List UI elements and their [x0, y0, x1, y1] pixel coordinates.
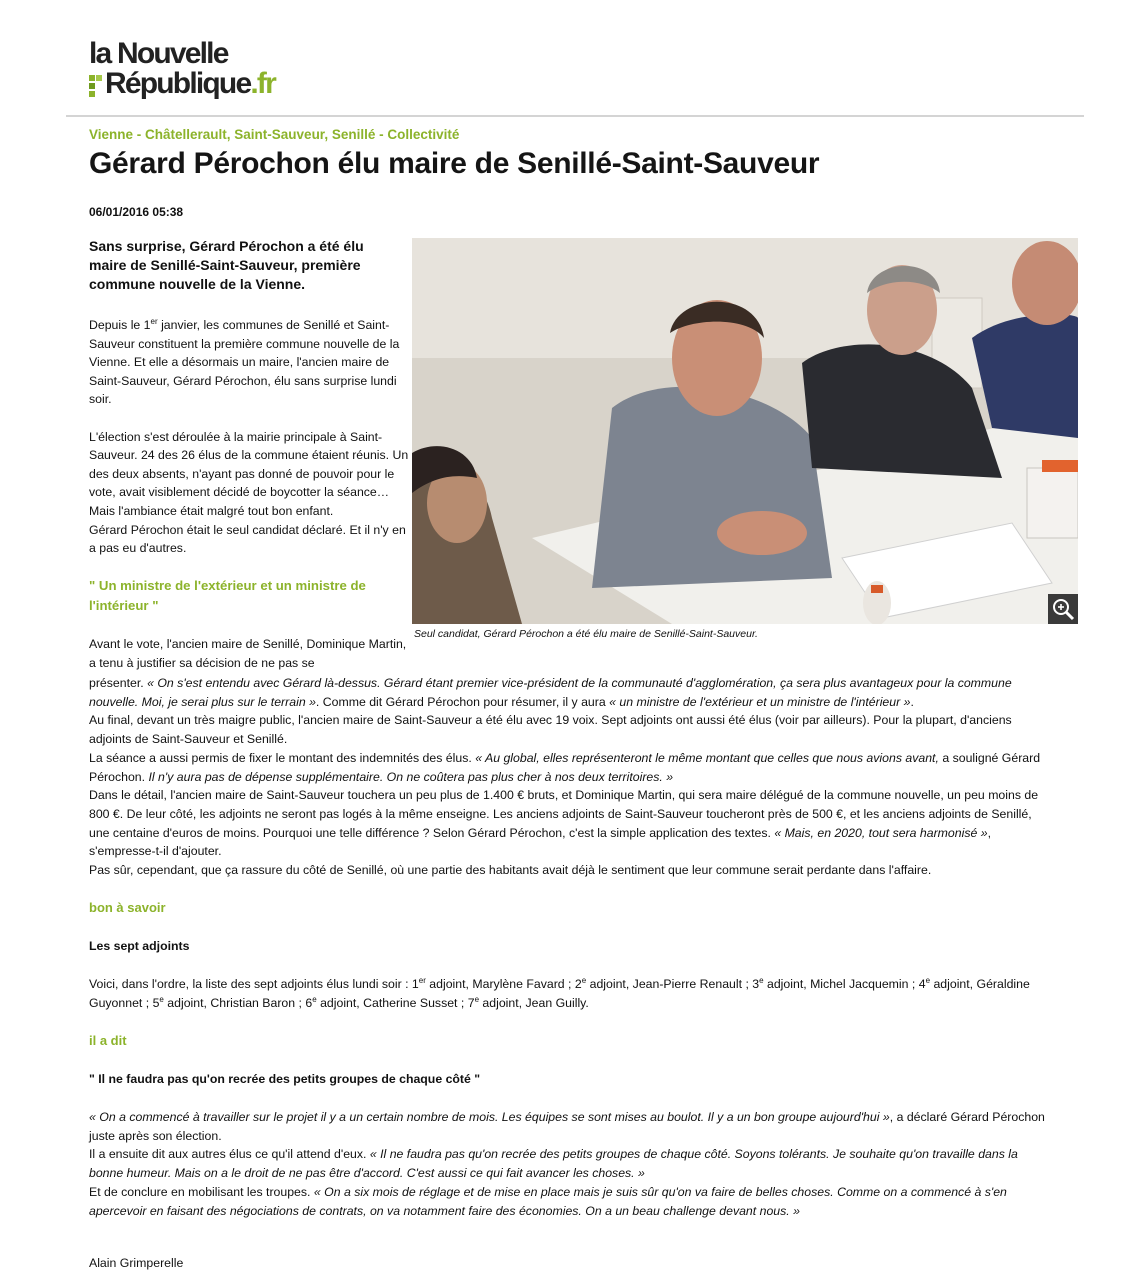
p3-text-a: présenter. [89, 676, 148, 690]
logo-suffix: .fr [250, 67, 275, 100]
box1-sup1: er [418, 975, 426, 985]
logo-line-1: la Nouvelle [89, 37, 228, 70]
box2-line-3 [89, 1183, 1049, 1220]
p6-text-b: , s'empresse-t-il d'ajouter. [89, 825, 992, 859]
box2-text-3: Et de conclure en mobilisant les troupes. [89, 1184, 314, 1199]
article-lead: Sans surprise, Gérard Pérochon a été élu maire de Senillé-Saint-Sauveur, première commune nouvelle de la Vienne. [89, 238, 364, 292]
box2-text-1: , a déclaré Gérard Pérochon juste après son élection. [89, 1110, 1045, 1143]
zoom-icon[interactable] [1048, 594, 1078, 624]
box1-sup6: e [312, 994, 317, 1004]
p6-text-a: Dans le détail, l'ancien maire de Saint-Sauveur touchera un peu plus de 1.400 € bruts, et Dominique Martin, qui sera maire délégué de la commune nouvelle, un peu moins de 800 €. De leur côté, les adjoints ne seront pas logés à la même enseigne. Les anciens adjoints de Saint-Sauveur toucheront près de 500 €, et les anciens adjoints de Senillé, une centaine d'euros de moins. Pourquoi une telle différence ? Selon Gérard Pérochon, c'est la simple application des textes. [89, 788, 1039, 840]
box1-sup5: e [159, 994, 164, 1004]
article-author: Alain Grimperelle [89, 1256, 184, 1270]
box1-t0: Voici, dans l'ordre, la liste des sept adjoints élus lundi soir : 1 [89, 977, 419, 991]
box1-text [89, 975, 1049, 1012]
paragraph-6 [89, 786, 1049, 861]
paragraph-2-line-2: Mais l'ambiance était malgré tout bon enfant. [89, 503, 334, 518]
photo-caption: Seul candidat, Gérard Pérochon a été élu maire de Senillé-Saint-Sauveur. [414, 628, 758, 640]
paragraph-1 [89, 316, 411, 409]
paragraph-5 [89, 749, 1049, 786]
logo-line-2 [105, 68, 275, 100]
box2-line-1 [89, 1108, 1049, 1145]
box2-line-2 [89, 1145, 1049, 1182]
p5-text-b: a souligné Gérard Pérochon. [89, 750, 1041, 784]
paragraph-4: Au final, devant un très maigre public, l'ancien maire de Saint-Sauveur a été élu avec 19 voix. Sept adjoints ont aussi été élus (voir par ailleurs). Pour la plupart, d'anciens adjoints de Saint-Sauveur et Senillé. [89, 713, 1012, 747]
p3-text-b: . Comme dit Gérard Pérochon pour résumer, il y aura [315, 694, 610, 709]
article-left-column [89, 316, 411, 672]
p3-quote-2: « un ministre de l'extérieur et un ministre de l'intérieur » [609, 694, 911, 709]
p1-text-a: Depuis le 1 [89, 318, 151, 332]
p3-quote-1: « On s'est entendu avec Gérard là-dessus. Gérard étant premier vice-président de la communauté d'agglomération, ça sera plus avantageux pour la commune nouvelle. Moi, je serai plus sur le terrain » [89, 676, 1012, 709]
logo-mark-icon [89, 71, 103, 99]
p5-quote-1: « Au global, elles représenteront le même montant que celles que nous avions avant, [475, 750, 939, 765]
box1-sup4: e [925, 975, 931, 985]
box1-title: Les sept adjoints [89, 939, 190, 953]
paragraph-3-continued [89, 674, 1049, 711]
box1-sup2: e [581, 975, 587, 985]
box1-paragraph [89, 975, 1049, 1012]
box2-text [89, 1108, 1049, 1220]
article-photo[interactable] [412, 238, 1078, 624]
photo-illustration [412, 238, 1078, 624]
box2-quote-1: « On a commencé à travailler sur le projet il y a un certain nombre de mois. Les équipes se sont mises au boulot. Il y a un bon groupe aujourd'hui » [89, 1110, 890, 1124]
box1-t2: adjoint, Jean-Pierre Renault ; 3 [586, 977, 760, 991]
p5-quote-2: Il n'y aura pas de dépense supplémentaire. On ne coûtera pas plus cher à nos deux territoires. » [148, 769, 674, 784]
box1-t7: adjoint, Jean Guilly. [479, 995, 589, 1010]
box2-quote-3: « On a six mois de réglage et de mise en place mais je suis sûr qu'on va faire de belles choses. Comme on a commencé à s'en apercevoir en faisant des négociations de contrats, on va notamment faire des économies. On a un beau challenge devant nous. » [89, 1184, 1007, 1218]
article-category[interactable]: Vienne - Châtellerault, Saint-Sauveur, Senillé - Collectivité [89, 127, 460, 142]
box1-t1: adjoint, Marylène Favard ; 2 [425, 977, 582, 991]
article-subheading: " Un ministre de l'extérieur et un ministre de l'intérieur " [89, 578, 366, 614]
p1-text-b: janvier, les communes de Senillé et Saint-Sauveur constituent la première commune nouvelle de la Vienne. Et elle a désormais un maire, l'ancien maire de Saint-Sauveur, Gérard Pérochon, élu sans surprise lundi soir. [89, 318, 400, 407]
p5-text-a: La séance a aussi permis de fixer le montant des indemnités des élus. [89, 750, 476, 765]
site-logo[interactable] [89, 38, 329, 102]
paragraph-3-start: Avant le vote, l'ancien maire de Senillé, Dominique Martin, a tenu à justifier sa décision de ne pas se [89, 636, 407, 670]
section-heading-he-said: il a dit [89, 1033, 127, 1048]
box1-t3: adjoint, Michel Jacquemin ; 4 [763, 977, 926, 991]
p6-quote: « Mais, en 2020, tout sera harmonisé » [774, 825, 988, 840]
p3-text-c: . [910, 694, 914, 709]
article-date: 06/01/2016 05:38 [89, 205, 184, 219]
paragraph-2-line-3: Gérard Pérochon était le seul candidat déclaré. Et il n'y en a pas eu d'autres. [89, 522, 406, 556]
article-body [89, 674, 1049, 880]
paragraph-2-line-1: L'élection s'est déroulée à la mairie principale à Saint-Sauveur. 24 des 26 élus de la commune étaient réunis. Un des deux absents, n'ayant pas donné de pouvoir pour le vote, avait visiblement décidé de boycotter la séance… [89, 429, 409, 500]
box1-sup7: e [474, 994, 480, 1004]
header-divider [66, 115, 1084, 117]
box1-sup3: e [759, 975, 764, 985]
logo-word: République [105, 67, 251, 100]
box1-t6: adjoint, Catherine Susset ; 7 [316, 995, 475, 1010]
box1-t4: adjoint, Géraldine Guyonnet ; 5 [89, 977, 1030, 1010]
magnifier-icon [1048, 594, 1078, 624]
box2-quote-2: « Il ne faudra pas qu'on recrée des petits groupes de chaque côté. Soyons tolérants. Je souhaite qu'on travaille dans la bonne humeur. Mais on a le droit de ne pas être d'accord. C'est aussi ce qui fait avancer les choses. » [89, 1147, 1018, 1181]
article-title: Gérard Pérochon élu maire de Senillé-Saint-Sauveur [89, 147, 820, 180]
section-heading-good-to-know: bon à savoir [89, 900, 166, 915]
box1-t5: adjoint, Christian Baron ; 6 [163, 995, 313, 1010]
paragraph-7: Pas sûr, cependant, que ça rassure du côté de Senillé, où une partie des habitants avait déjà le sentiment que leur commune serait perdante dans l'affaire. [89, 863, 932, 878]
box2-text-2: Il a ensuite dit aux autres élus ce qu'il attend d'eux. [89, 1147, 370, 1162]
box2-title: " Il ne faudra pas qu'on recrée des petits groupes de chaque côté " [89, 1072, 481, 1086]
p1-sup: er [150, 316, 158, 326]
